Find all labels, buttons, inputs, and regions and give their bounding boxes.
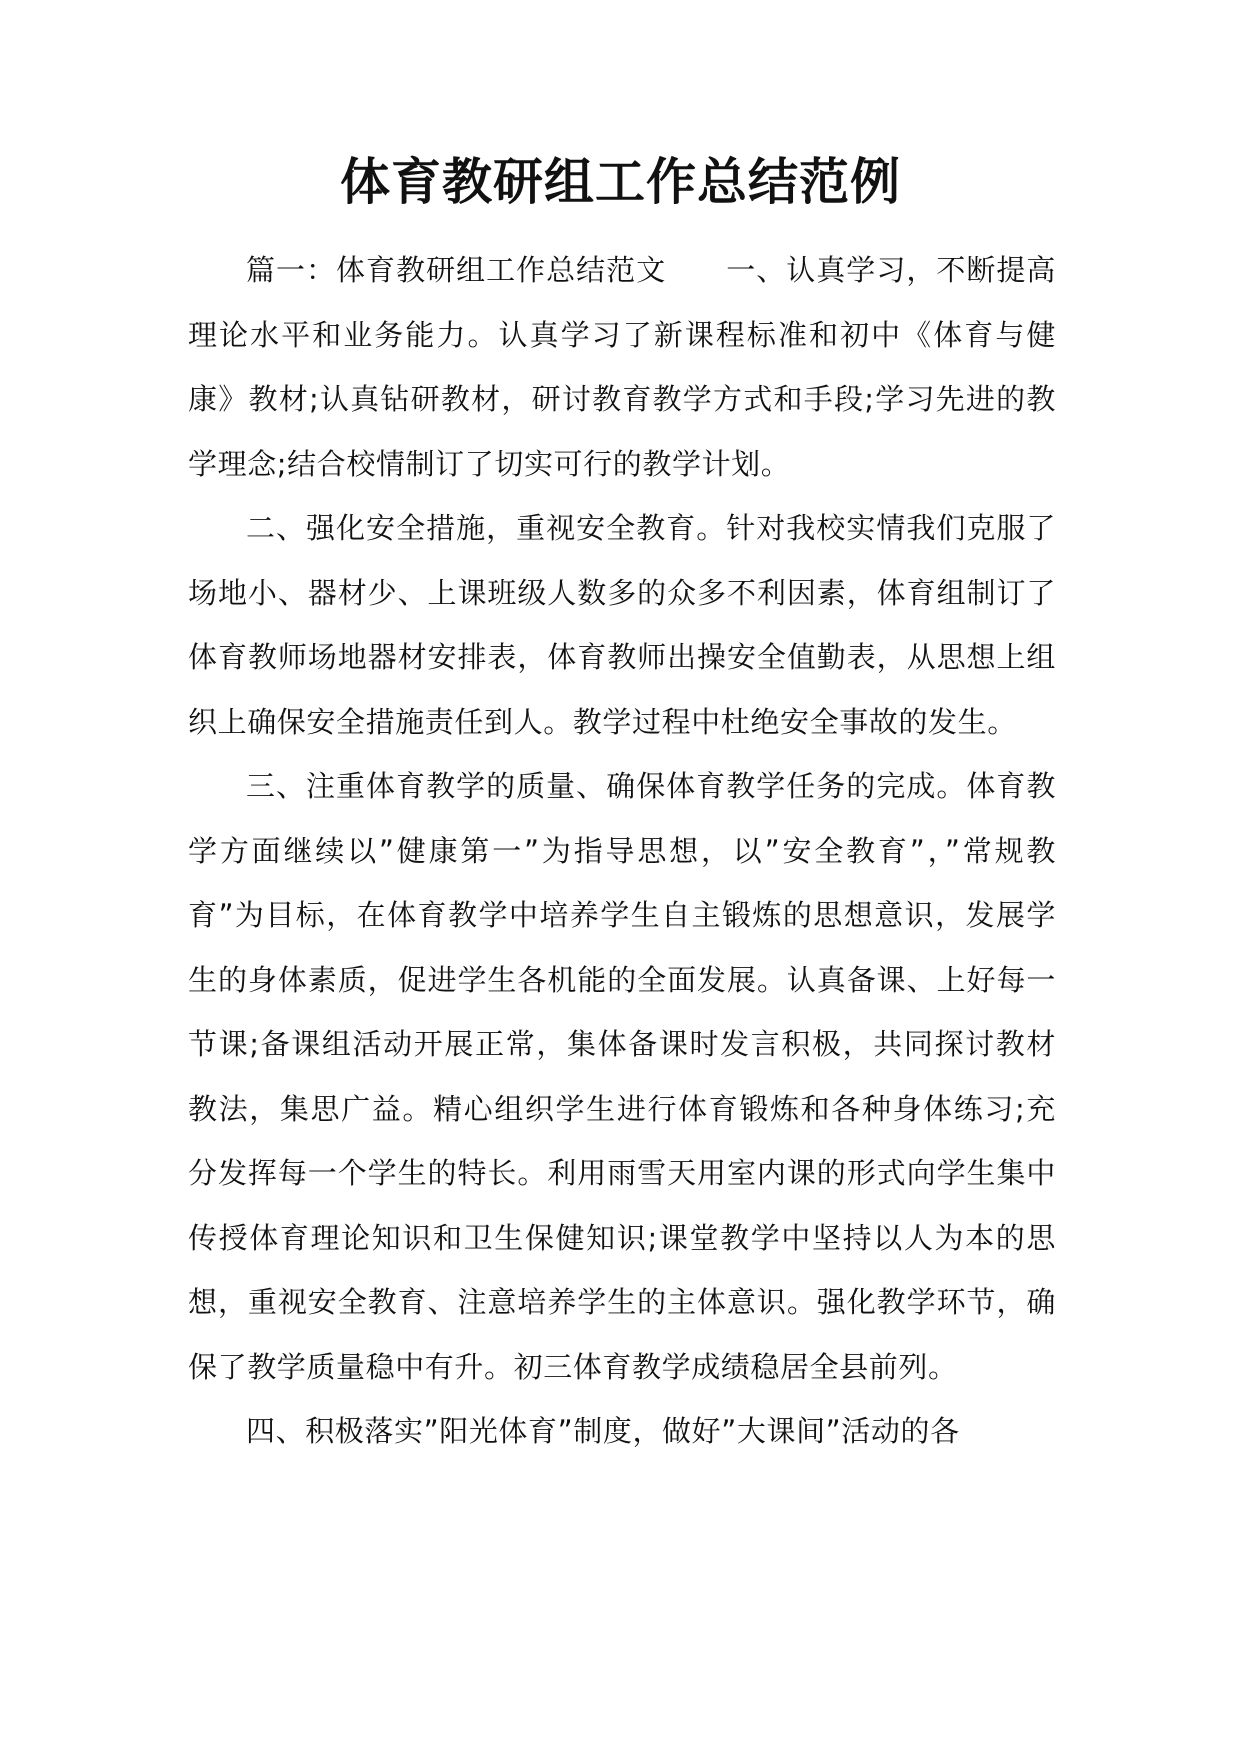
paragraph-1: 篇一：体育教研组工作总结范文 一、认真学习，不断提高理论水平和业务能力。认真学习了新课程标准和初中《体育与健康》教材;认真钻研教材，研讨教育教学方式和手段;学习先进的教学理念;结合校情制订了切实可行的教学计划。 — [188, 253, 1056, 481]
paragraph-4: 四、积极落实”阳光体育”制度，做好”大课间”活动的各 — [246, 1414, 960, 1448]
paragraph-3: 三、注重体育教学的质量、确保体育教学任务的完成。体育教学方面继续以”健康第一”为指导思想，以”安全教育”，”常规教育”为目标，在体育教学中培养学生自主锻炼的思想意识，发展学生的身体素质，促进学生各机能的全面发展。认真备课、上好每一节课;备课组活动开展正常，集体备课时发言积极，共同探讨教材教法，集思广益。精心组织学生进行体育锻炼和各种身体练习;充分发挥每一个学生的特长。利用雨雪天用室内课的形式向学生集中传授体育理论知识和卫生保健知识;课堂教学中坚持以人为本的思想，重视安全教育、注意培养学生的主体意识。强化教学环节，确保了教学质量稳中有升。初三体育教学成绩稳居全县前列。 — [188, 769, 1056, 1384]
paragraph-2: 二、强化安全措施，重视安全教育。针对我校实情我们克服了场地小、器材少、上课班级人数多的众多不利因素，体育组制订了体育教师场地器材安排表，体育教师出操安全值勤表，从思想上组织上确保安全措施责任到人。教学过程中杜绝安全事故的发生。 — [188, 511, 1056, 739]
document-title: 体育教研组工作总结范例 — [340, 152, 901, 211]
document-body — [188, 238, 1056, 1464]
